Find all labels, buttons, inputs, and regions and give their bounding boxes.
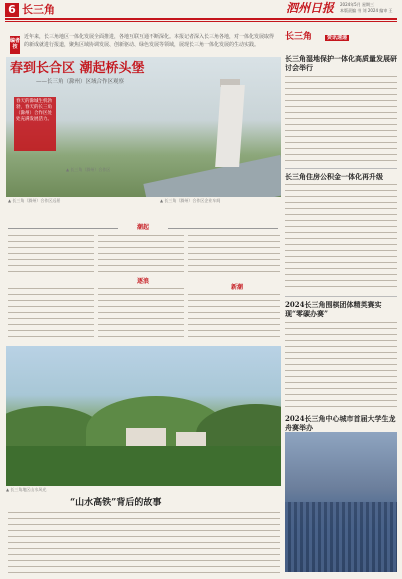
feature-headline: 春到长合区 潮起桥头堡 (10, 61, 145, 76)
building (126, 428, 166, 446)
right-column-rule (285, 296, 397, 297)
section-head-3: 新潮 (230, 284, 243, 291)
section-rule-left (8, 228, 118, 229)
dragon-boat-photo (285, 432, 397, 572)
section-head-2: 逐浪 (136, 278, 149, 285)
editor-note-label: 编者按 (10, 36, 20, 54)
body-text-6 (188, 294, 280, 340)
hero-tower (215, 85, 245, 167)
editor-line: 本版责编 书 刘 2024 编审 王 (340, 8, 393, 13)
right-article-title-3: 2024长三角围棋团体精英赛实现“零碳办赛” (285, 300, 382, 318)
body-text-4 (8, 288, 94, 340)
caption-left: ▲ 长三角（滁州）合作区远景 (8, 198, 61, 203)
hero-road (143, 155, 281, 197)
feature-callout: 春天的滁城生机勃勃，春天的长三角（滁州）合作区处处充满发展活力。 (14, 97, 56, 151)
body-text-5 (98, 288, 184, 340)
date-line: 2024年5月 星期三 (340, 2, 374, 7)
editor-note-text: 近年来，长三角地区一体化发展全面推进，各地互联互通不断深化。本报记者深入长三角各地，对一体化发展取得的新成就进行报道，聚焦区域协调发展、创新驱动、绿色发展等领域，展现长三角一体化发展的生动实践。 (24, 34, 275, 48)
bottom-headline: “山水高铁”背后的故事 (70, 498, 162, 508)
right-article-title-4: 2024长三角中心城市首届大学生龙舟赛举办 (285, 414, 396, 432)
hero-image (6, 57, 281, 197)
header-rule-thin (5, 21, 397, 22)
right-column-badge: 长三角 (285, 32, 313, 42)
section-head-1: 潮起 (136, 224, 149, 231)
page-header (0, 0, 402, 22)
right-article-title-2: 长三角住房公积金一体化再升级 (285, 172, 383, 181)
section-name: 长三角 (22, 3, 55, 16)
landscape-photo (6, 346, 281, 486)
page-number: 6 (5, 3, 19, 17)
body-text-2 (98, 235, 184, 275)
right-article-body-3 (285, 322, 397, 412)
foreground-trees (6, 446, 281, 486)
right-column-tag: 资讯速递 (327, 35, 348, 41)
right-article-title-1: 长三角湿地保护一体化高质量发展研讨会举行 (285, 54, 397, 72)
bottom-body-text (8, 512, 280, 574)
body-text-1 (8, 235, 94, 275)
feature-subtitle: ——长三角（滁州）区域合作区观察 (36, 79, 125, 85)
body-text-3 (188, 235, 280, 275)
header-rule (5, 18, 397, 20)
caption-right: ▲ 长三角（滁州）合作区企业车间 (160, 198, 221, 203)
right-article-body-2 (285, 184, 397, 290)
photo-crowd (285, 502, 397, 572)
landscape-caption: ▲ 长三角地区山水风光 (6, 487, 47, 492)
building (176, 432, 206, 446)
section-rule-right (168, 228, 278, 229)
right-article-body-1 (285, 76, 397, 162)
right-column-rule (285, 168, 397, 169)
hero-image-label: ▲ 长三角（滁州）合作区 (66, 167, 111, 172)
newspaper-logo: 泗州日报 (286, 1, 335, 15)
